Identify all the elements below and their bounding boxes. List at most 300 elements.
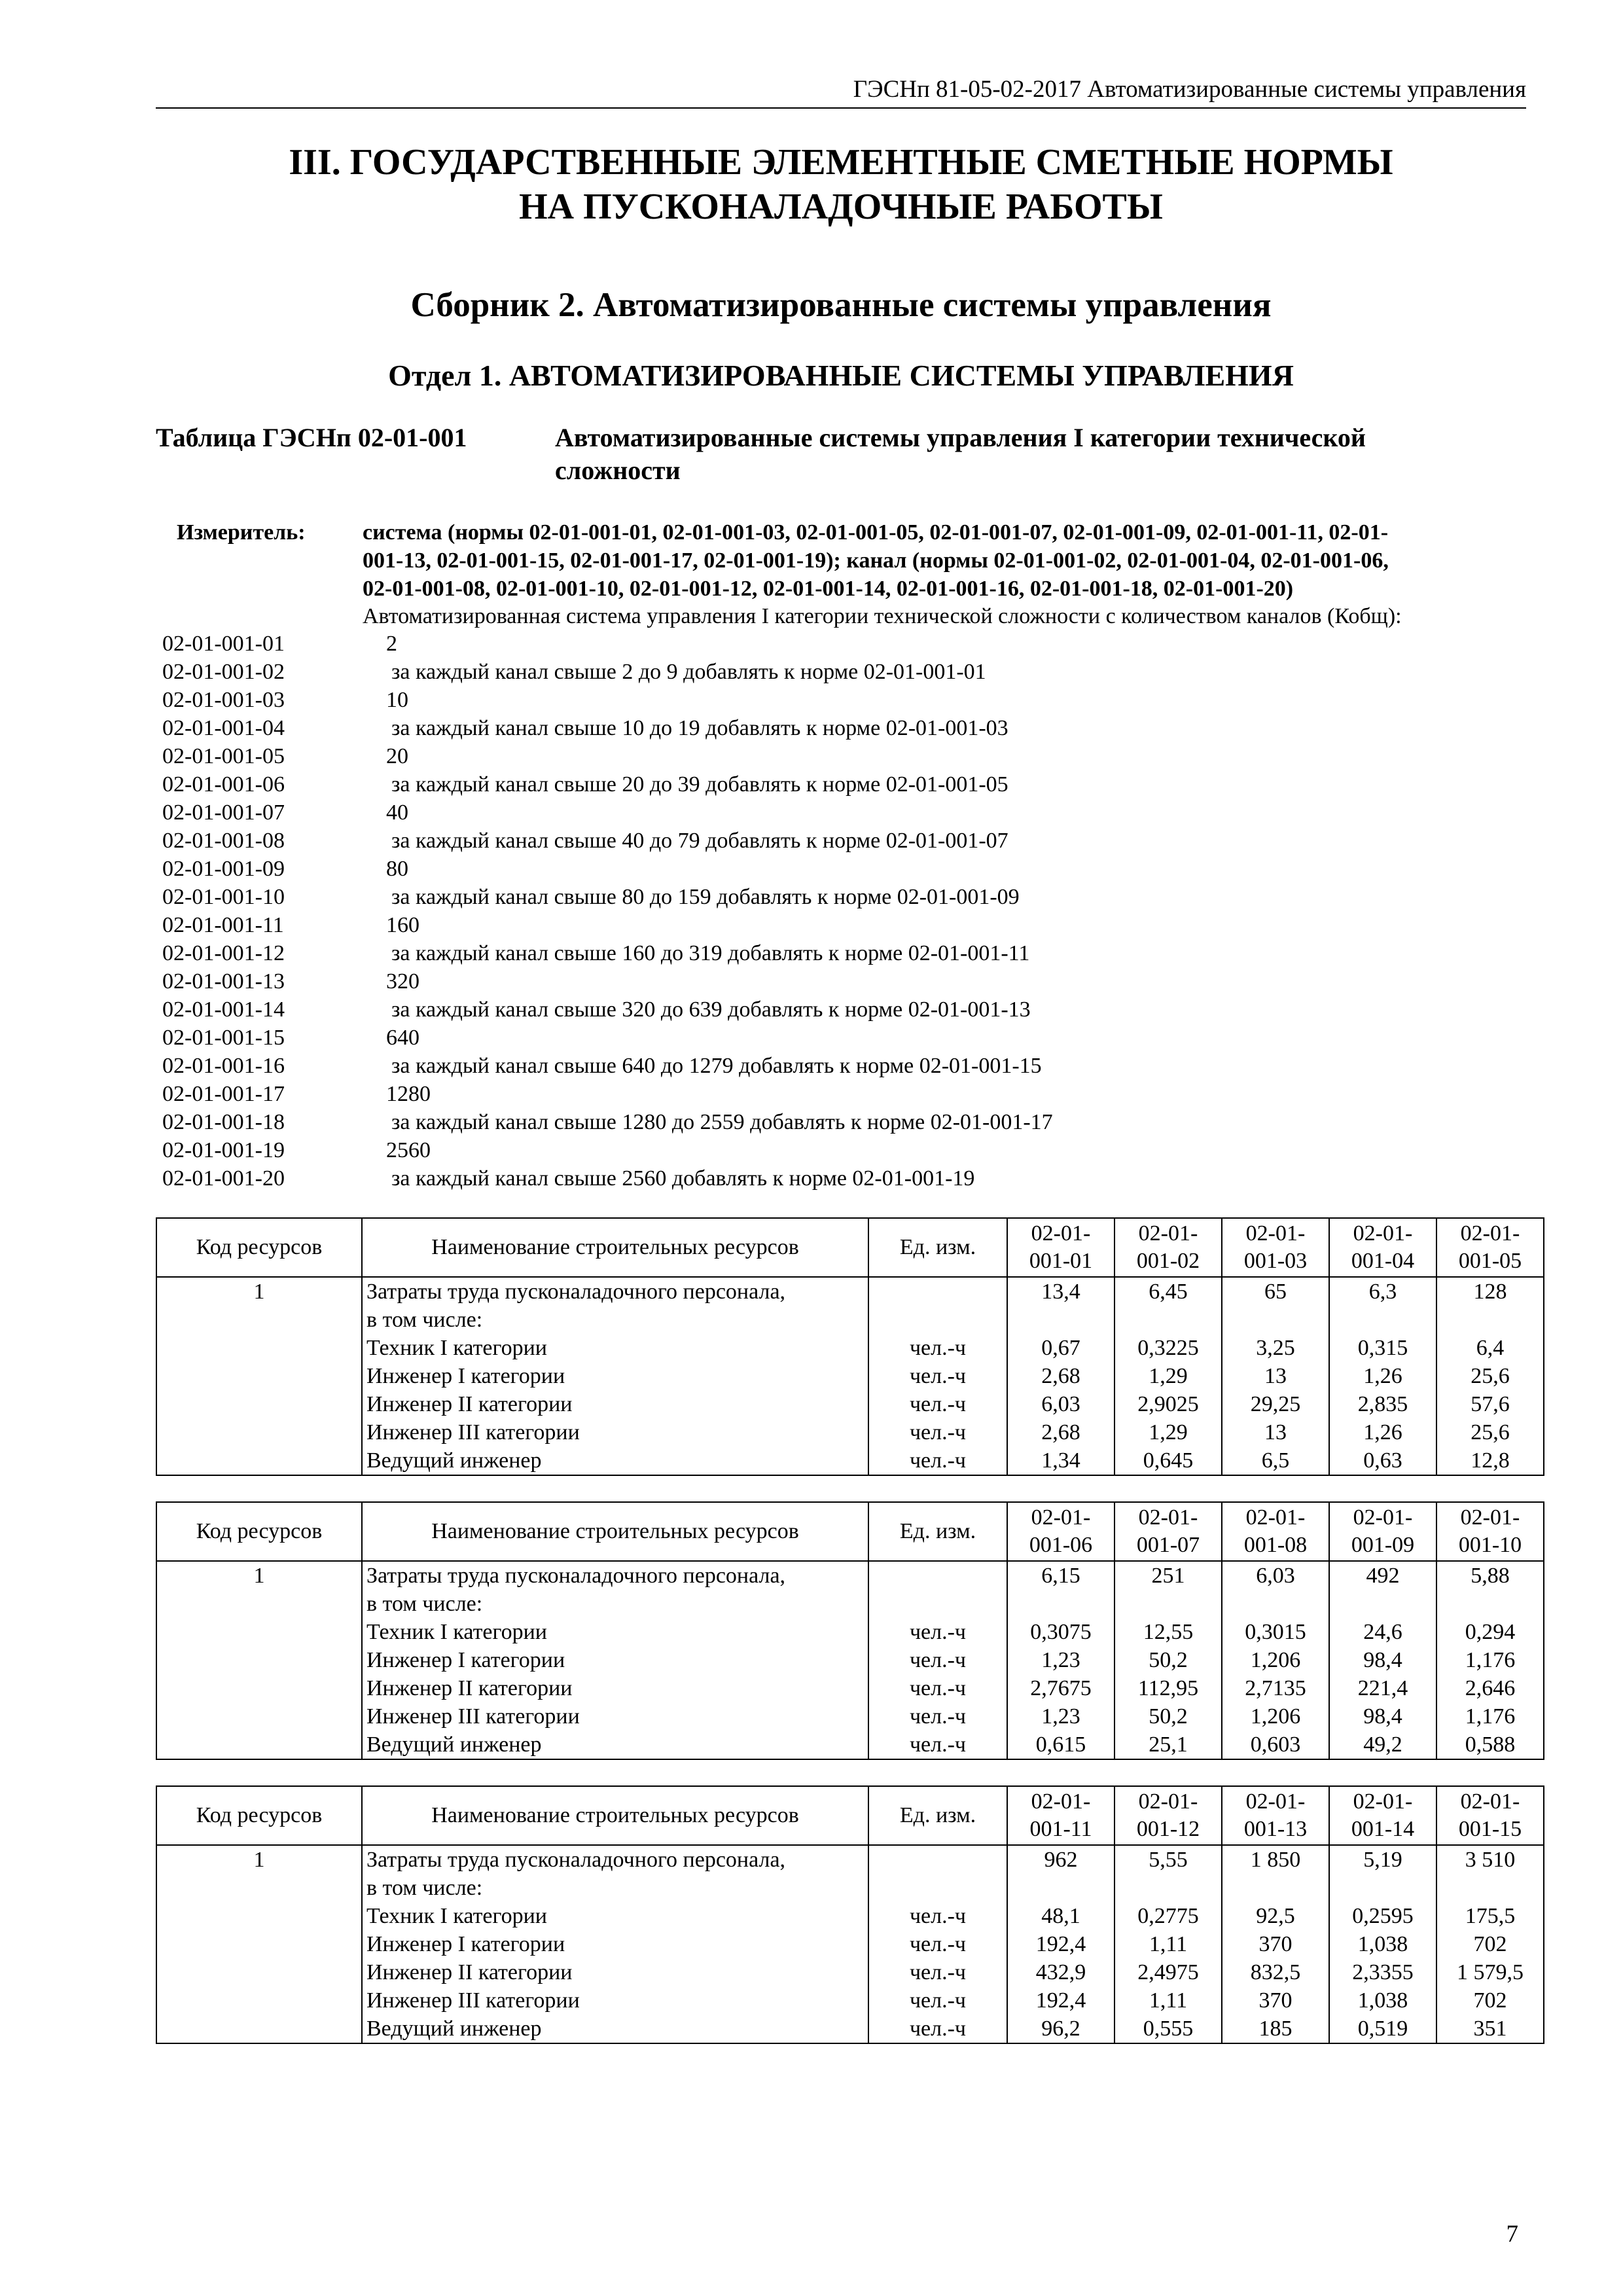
norm-code-list (162, 630, 1537, 1193)
norm-value: 13 (1264, 1364, 1287, 1388)
norm-description: 2 (386, 632, 397, 656)
code-row (162, 714, 1537, 742)
header-norm-code-part1: 02-01- (1353, 1505, 1413, 1530)
header-norm-code-part1: 02-01- (1353, 1789, 1413, 1814)
code-row (162, 967, 1537, 996)
code-row (162, 1108, 1537, 1136)
norm-value: 1,11 (1149, 1932, 1188, 1956)
norm-value: 2,68 (1041, 1420, 1080, 1444)
resource-unit (873, 1278, 1003, 1306)
norm-value: 0,645 (1143, 1448, 1194, 1473)
norm-value: 98,4 (1363, 1704, 1402, 1729)
norm-value: 1 850 (1250, 1848, 1301, 1872)
norm-code: 02-01-001-01 (162, 632, 285, 656)
table-row (156, 1845, 1544, 2043)
measure-text (363, 518, 1534, 603)
norm-value: 13 (1264, 1420, 1287, 1444)
header-norm-code-part2: 001-07 (1136, 1533, 1200, 1557)
resource-unit: чел.-ч (909, 1364, 967, 1388)
header-norm-code-part2: 001-03 (1243, 1249, 1308, 1273)
resource-name: Инженер I категории (366, 1648, 565, 1672)
header-norm-code (1115, 1218, 1222, 1277)
norm-code: 02-01-001-08 (162, 829, 285, 853)
norm-value (1012, 1306, 1110, 1334)
norm-value: 3 510 (1465, 1848, 1516, 1872)
header-name: Наименование строительных ресурсов (362, 1218, 868, 1277)
resource-units (868, 1845, 1007, 2043)
header-norm-code-part2: 001-10 (1458, 1533, 1522, 1557)
norm-value (1226, 1590, 1325, 1618)
norm-code: 02-01-001-05 (162, 744, 285, 768)
header-norm-code (1115, 1502, 1222, 1561)
norm-values (1007, 1845, 1115, 2043)
header-norm-code-part1: 02-01- (1138, 1221, 1198, 1246)
norm-values (1115, 1277, 1222, 1475)
norm-code: 02-01-001-10 (162, 885, 285, 909)
header-unit: Ед. изм. (868, 1502, 1007, 1561)
norm-value: 0,315 (1357, 1336, 1408, 1360)
norm-values (1436, 1277, 1544, 1475)
table-name (555, 422, 1537, 487)
norm-code: 02-01-001-11 (162, 913, 284, 937)
norm-value: 65 (1264, 1280, 1287, 1304)
norm-value: 6,45 (1149, 1280, 1188, 1304)
norm-description: 10 (386, 688, 408, 712)
resource-name: Инженер II категории (366, 1676, 573, 1700)
norm-value: 1,29 (1149, 1420, 1188, 1444)
header-norm-code (1007, 1218, 1115, 1277)
code-row (162, 798, 1537, 827)
code-row (162, 1164, 1537, 1193)
norm-value: 351 (1473, 2017, 1507, 2041)
code-row (162, 827, 1537, 855)
resource-unit: чел.-ч (909, 1620, 967, 1644)
header-norm-code-part1: 02-01- (1245, 1789, 1306, 1814)
header-norm-code-part1: 02-01- (1245, 1505, 1306, 1530)
table-label: Таблица ГЭСНп 02-01-001 (156, 423, 467, 452)
header-norm-code (1222, 1218, 1329, 1277)
header-norm-code (1007, 1786, 1115, 1845)
norm-value: 0,555 (1143, 2017, 1194, 2041)
resource-name: Техник I категории (366, 1904, 548, 1928)
header-norm-code-part2: 001-12 (1136, 1817, 1200, 1841)
norm-code: 02-01-001-18 (162, 1110, 285, 1134)
norm-values (1007, 1561, 1115, 1759)
norm-value: 6,03 (1041, 1392, 1080, 1416)
norm-value: 25,1 (1149, 1732, 1188, 1757)
norm-values (1222, 1561, 1329, 1759)
header-norm-code-part1: 02-01- (1460, 1221, 1520, 1246)
resource-code: 1 (156, 1277, 362, 1475)
header-norm-code-part1: 02-01- (1353, 1221, 1413, 1246)
norm-values (1329, 1561, 1436, 1759)
norm-value (1226, 1306, 1325, 1334)
norm-value: 1,26 (1363, 1420, 1402, 1444)
code-row (162, 1024, 1537, 1052)
norm-values (1436, 1561, 1544, 1759)
header-name: Наименование строительных ресурсов (362, 1786, 868, 1845)
norm-value: 0,2595 (1352, 1904, 1414, 1928)
norm-value: 702 (1473, 1932, 1507, 1956)
resource-unit: чел.-ч (909, 1932, 967, 1956)
header-norm-code-part2: 001-15 (1458, 1817, 1522, 1841)
norm-value: 832,5 (1250, 1960, 1301, 1984)
measure-line1: система (нормы 02-01-001-01, 02-01-001-03, 02-01-001-05, 02-01-001-07, 02-01-001-09, 02-01-001-11, 02-01- (363, 520, 1389, 545)
norm-value: 96,2 (1041, 2017, 1080, 2041)
norm-description: 640 (386, 1026, 419, 1050)
resource-name: Техник I категории (366, 1336, 548, 1360)
norm-value: 370 (1258, 1932, 1293, 1956)
norm-value: 6,5 (1261, 1448, 1290, 1473)
norm-value: 29,25 (1250, 1392, 1301, 1416)
norm-value: 1,26 (1363, 1364, 1402, 1388)
norm-description: 1280 (386, 1082, 431, 1106)
resource-name: Затраты труда пусконаладочного персонала, (366, 1848, 786, 1872)
resource-table-2 (156, 1501, 1544, 1760)
norm-value: 1,176 (1465, 1704, 1516, 1729)
resource-name: в том числе: (366, 1308, 483, 1332)
table-header-row (156, 1218, 1544, 1277)
norm-values (1115, 1561, 1222, 1759)
norm-description: за каждый канал свыше 320 до 639 добавлять к норме 02-01-001-13 (391, 997, 1031, 1022)
part-title-line2: НА ПУСКОНАЛАДОЧНЫЕ РАБОТЫ (519, 187, 1163, 227)
norm-description: за каждый канал свыше 80 до 159 добавлять к норме 02-01-001-09 (391, 885, 1020, 909)
header-norm-code-part2: 001-04 (1351, 1249, 1415, 1273)
norm-value: 0,588 (1465, 1732, 1516, 1757)
header-norm-code-part2: 001-08 (1243, 1533, 1308, 1557)
header-norm-code-part2: 001-11 (1029, 1817, 1092, 1841)
resource-unit: чел.-ч (909, 1960, 967, 1984)
norm-value (1334, 1874, 1432, 1902)
norm-value: 0,519 (1357, 2017, 1408, 2041)
norm-value: 0,67 (1041, 1336, 1080, 1360)
code-row (162, 630, 1537, 658)
norm-value: 1,11 (1149, 1988, 1188, 2013)
norm-value: 25,6 (1471, 1364, 1510, 1388)
norm-values (1436, 1845, 1544, 2043)
norm-value: 492 (1366, 1564, 1400, 1588)
resource-name: в том числе: (366, 1876, 483, 1900)
header-norm-code-part2: 001-02 (1136, 1249, 1200, 1273)
norm-value: 6,4 (1476, 1336, 1505, 1360)
resource-name: Инженер III категории (366, 1704, 580, 1729)
norm-value: 6,03 (1256, 1564, 1295, 1588)
norm-code: 02-01-001-15 (162, 1026, 285, 1050)
resource-unit: чел.-ч (909, 1448, 967, 1473)
running-head: ГЭСНп 81-05-02-2017 Автоматизированные системы управления (156, 73, 1526, 109)
norm-value: 0,63 (1363, 1448, 1402, 1473)
norm-values (1007, 1277, 1115, 1475)
norm-code: 02-01-001-07 (162, 800, 285, 825)
norm-code: 02-01-001-09 (162, 857, 285, 881)
resource-unit: чел.-ч (909, 2017, 967, 2041)
header-code: Код ресурсов (156, 1218, 362, 1277)
measure-line2: 001-13, 02-01-001-15, 02-01-001-17, 02-01-001-19); канал (нормы 02-01-001-02, 02-01-001-04, 02-01-001-06, (363, 548, 1389, 573)
header-unit: Ед. изм. (868, 1218, 1007, 1277)
header-norm-code-part1: 02-01- (1138, 1789, 1198, 1814)
norm-description: 40 (386, 800, 408, 825)
norm-values (1222, 1845, 1329, 2043)
code-row (162, 996, 1537, 1024)
resource-unit: чел.-ч (909, 1988, 967, 2013)
measure-line3: 02-01-001-08, 02-01-001-10, 02-01-001-12, 02-01-001-14, 02-01-001-16, 02-01-001-18, 02-01-001-20) (363, 577, 1294, 601)
header-norm-code (1329, 1786, 1436, 1845)
norm-code: 02-01-001-02 (162, 660, 285, 684)
norm-value (1441, 1306, 1539, 1334)
resource-unit: чел.-ч (909, 1648, 967, 1672)
resource-table-3 (156, 1785, 1544, 2044)
norm-value: 49,2 (1363, 1732, 1402, 1757)
norm-code: 02-01-001-03 (162, 688, 285, 712)
norm-value: 3,25 (1256, 1336, 1295, 1360)
norm-value: 1,176 (1465, 1648, 1516, 1672)
header-norm-code-part2: 001-14 (1351, 1817, 1415, 1841)
header-norm-code-part1: 02-01- (1245, 1221, 1306, 1246)
header-norm-code-part1: 02-01- (1460, 1789, 1520, 1814)
table-row (156, 1561, 1544, 1759)
code-row (162, 911, 1537, 939)
page-number: 7 (1506, 2221, 1518, 2248)
norm-value: 432,9 (1035, 1960, 1086, 1984)
norm-value: 6,15 (1041, 1564, 1080, 1588)
norm-value: 2,68 (1041, 1364, 1080, 1388)
resource-name: Инженер III категории (366, 1420, 580, 1444)
norm-value: 12,8 (1471, 1448, 1510, 1473)
norm-value: 98,4 (1363, 1648, 1402, 1672)
norm-value: 2,9025 (1137, 1392, 1199, 1416)
header-norm-code (1436, 1502, 1544, 1561)
norm-value: 0,3015 (1245, 1620, 1306, 1644)
norm-description: за каждый канал свыше 40 до 79 добавлять к норме 02-01-001-07 (391, 829, 1008, 853)
header-norm-code (1329, 1218, 1436, 1277)
header-code: Код ресурсов (156, 1786, 362, 1845)
code-row (162, 883, 1537, 911)
norm-description: за каждый канал свыше 2 до 9 добавлять к норме 02-01-001-01 (391, 660, 986, 684)
code-row (162, 855, 1537, 883)
norm-value: 5,88 (1471, 1564, 1510, 1588)
resource-name: Техник I категории (366, 1620, 548, 1644)
code-row (162, 658, 1537, 686)
header-norm-code-part2: 001-01 (1029, 1249, 1093, 1273)
header-norm-code (1115, 1786, 1222, 1845)
norm-code: 02-01-001-06 (162, 772, 285, 797)
norm-value: 112,95 (1137, 1676, 1199, 1700)
resource-unit: чел.-ч (909, 1904, 967, 1928)
norm-value: 50,2 (1149, 1704, 1188, 1729)
norm-value: 0,603 (1250, 1732, 1301, 1757)
norm-value (1334, 1590, 1432, 1618)
norm-value (1119, 1874, 1217, 1902)
resource-name: Инженер III категории (366, 1988, 580, 2013)
header-norm-code-part1: 02-01- (1460, 1505, 1520, 1530)
resource-names (362, 1845, 868, 2043)
resource-unit (873, 1306, 1003, 1334)
norm-value: 50,2 (1149, 1648, 1188, 1672)
norm-value: 702 (1473, 1988, 1507, 2013)
norm-value: 1,206 (1250, 1704, 1301, 1729)
norm-value: 1,23 (1041, 1704, 1080, 1729)
header-norm-code (1329, 1502, 1436, 1561)
code-row (162, 1136, 1537, 1164)
norm-value (1334, 1306, 1432, 1334)
header-unit: Ед. изм. (868, 1786, 1007, 1845)
norm-value: 1,038 (1357, 1932, 1408, 1956)
norm-value: 2,7675 (1030, 1676, 1092, 1700)
header-norm-code-part1: 02-01- (1031, 1789, 1091, 1814)
header-norm-code (1222, 1786, 1329, 1845)
resource-unit: чел.-ч (909, 1732, 967, 1757)
norm-value: 0,615 (1035, 1732, 1086, 1757)
header-norm-code-part2: 001-05 (1458, 1249, 1522, 1273)
norm-value: 2,3355 (1352, 1960, 1414, 1984)
norm-value: 48,1 (1041, 1904, 1080, 1928)
norm-value: 128 (1473, 1280, 1507, 1304)
table-name-line1: Автоматизированные системы управления I категории технической (555, 423, 1366, 452)
section-title: Отдел 1. АВТОМАТИЗИРОВАННЫЕ СИСТЕМЫ УПРАВЛЕНИЯ (388, 359, 1294, 392)
norm-code: 02-01-001-16 (162, 1054, 285, 1078)
code-row (162, 939, 1537, 967)
resource-units (868, 1561, 1007, 1759)
resource-name: Затраты труда пусконаладочного персонала, (366, 1280, 786, 1304)
table-row (156, 1277, 1544, 1475)
table-name-line2: сложности (555, 456, 681, 485)
norm-value: 1,23 (1041, 1648, 1080, 1672)
header-norm-code (1007, 1502, 1115, 1561)
norm-value: 0,2775 (1137, 1904, 1199, 1928)
norm-value: 192,4 (1035, 1932, 1086, 1956)
norm-value: 251 (1151, 1564, 1185, 1588)
norm-value: 2,835 (1357, 1392, 1408, 1416)
norm-value: 13,4 (1041, 1280, 1080, 1304)
norm-value: 1,038 (1357, 1988, 1408, 2013)
resource-unit: чел.-ч (909, 1336, 967, 1360)
code-row (162, 742, 1537, 770)
table-header-row (156, 1786, 1544, 1845)
norm-value: 0,3075 (1030, 1620, 1092, 1644)
norm-code: 02-01-001-04 (162, 716, 285, 740)
resource-names (362, 1277, 868, 1475)
code-row (162, 1080, 1537, 1108)
collection-title: Сборник 2. Автоматизированные системы управления (410, 286, 1272, 324)
norm-value: 185 (1258, 2017, 1293, 2041)
header-norm-code-part1: 02-01- (1031, 1505, 1091, 1530)
norm-value (1012, 1874, 1110, 1902)
norm-value: 1,206 (1250, 1648, 1301, 1672)
part-title (156, 140, 1526, 229)
measure-intro: Автоматизированная система управления I категории технической сложности с количеством каналов (Кобщ): (363, 604, 1402, 628)
resource-unit (873, 1874, 1003, 1902)
resource-name: Ведущий инженер (366, 1732, 542, 1757)
norm-value (1119, 1590, 1217, 1618)
header-norm-code (1436, 1218, 1544, 1277)
resource-name: Инженер I категории (366, 1364, 565, 1388)
norm-description: за каждый канал свыше 2560 добавлять к норме 02-01-001-19 (391, 1166, 975, 1191)
header-name: Наименование строительных ресурсов (362, 1502, 868, 1561)
resource-unit (873, 1590, 1003, 1618)
resource-unit: чел.-ч (909, 1392, 967, 1416)
header-norm-code-part2: 001-09 (1351, 1533, 1415, 1557)
resource-units (868, 1277, 1007, 1475)
norm-value: 24,6 (1363, 1620, 1402, 1644)
resource-name: Инженер II категории (366, 1960, 573, 1984)
header-norm-code (1222, 1502, 1329, 1561)
norm-value: 175,5 (1465, 1904, 1516, 1928)
norm-code: 02-01-001-19 (162, 1138, 285, 1162)
norm-description: за каждый канал свыше 160 до 319 добавлять к норме 02-01-001-11 (391, 941, 1030, 965)
norm-code: 02-01-001-17 (162, 1082, 285, 1106)
norm-value: 12,55 (1143, 1620, 1194, 1644)
norm-value: 1 579,5 (1457, 1960, 1524, 1984)
norm-values (1329, 1845, 1436, 2043)
resource-name: Инженер II категории (366, 1392, 573, 1416)
norm-values (1329, 1277, 1436, 1475)
resource-table-1 (156, 1217, 1544, 1476)
norm-value: 1,29 (1149, 1364, 1188, 1388)
norm-code: 02-01-001-14 (162, 997, 285, 1022)
resource-unit (873, 1562, 1003, 1590)
norm-value: 1,34 (1041, 1448, 1080, 1473)
norm-value: 2,7135 (1245, 1676, 1306, 1700)
header-code: Код ресурсов (156, 1502, 362, 1561)
norm-value: 962 (1044, 1848, 1078, 1872)
header-norm-code-part2: 001-06 (1029, 1533, 1093, 1557)
code-row (162, 686, 1537, 714)
norm-value (1012, 1590, 1110, 1618)
norm-description: 2560 (386, 1138, 431, 1162)
norm-code: 02-01-001-12 (162, 941, 285, 965)
resource-unit: чел.-ч (909, 1704, 967, 1729)
resource-name: Ведущий инженер (366, 1448, 542, 1473)
norm-value: 5,55 (1149, 1848, 1188, 1872)
norm-value: 57,6 (1471, 1392, 1510, 1416)
norm-value: 0,3225 (1137, 1336, 1199, 1360)
norm-value (1441, 1590, 1539, 1618)
norm-value: 221,4 (1357, 1676, 1408, 1700)
code-row (162, 1052, 1537, 1080)
norm-description: за каждый канал свыше 10 до 19 добавлять к норме 02-01-001-03 (391, 716, 1008, 740)
part-title-line1: III. ГОСУДАРСТВЕННЫЕ ЭЛЕМЕНТНЫЕ СМЕТНЫЕ НОРМЫ (289, 142, 1393, 183)
resource-unit: чел.-ч (909, 1420, 967, 1444)
norm-code: 02-01-001-13 (162, 969, 285, 994)
norm-description: за каждый канал свыше 640 до 1279 добавлять к норме 02-01-001-15 (391, 1054, 1042, 1078)
norm-value: 370 (1258, 1988, 1293, 2013)
norm-values (1115, 1845, 1222, 2043)
resource-name: Ведущий инженер (366, 2017, 542, 2041)
norm-description: 320 (386, 969, 419, 994)
norm-value: 25,6 (1471, 1420, 1510, 1444)
resource-unit (873, 1846, 1003, 1874)
norm-value: 6,3 (1368, 1280, 1397, 1304)
norm-value: 0,294 (1465, 1620, 1516, 1644)
norm-value: 192,4 (1035, 1988, 1086, 2013)
resource-code: 1 (156, 1845, 362, 2043)
norm-value: 5,19 (1363, 1848, 1402, 1872)
norm-description: 80 (386, 857, 408, 881)
norm-value: 92,5 (1256, 1904, 1295, 1928)
norm-description: за каждый канал свыше 1280 до 2559 добавлять к норме 02-01-001-17 (391, 1110, 1053, 1134)
resource-names (362, 1561, 868, 1759)
table-header-row (156, 1502, 1544, 1561)
header-norm-code-part1: 02-01- (1031, 1221, 1091, 1246)
norm-values (1222, 1277, 1329, 1475)
norm-description: 160 (386, 913, 419, 937)
resource-code: 1 (156, 1561, 362, 1759)
resource-unit: чел.-ч (909, 1676, 967, 1700)
header-norm-code-part2: 001-13 (1243, 1817, 1308, 1841)
header-norm-code (1436, 1786, 1544, 1845)
norm-description: за каждый канал свыше 20 до 39 добавлять к норме 02-01-001-05 (391, 772, 1008, 797)
resource-name: в том числе: (366, 1592, 483, 1616)
